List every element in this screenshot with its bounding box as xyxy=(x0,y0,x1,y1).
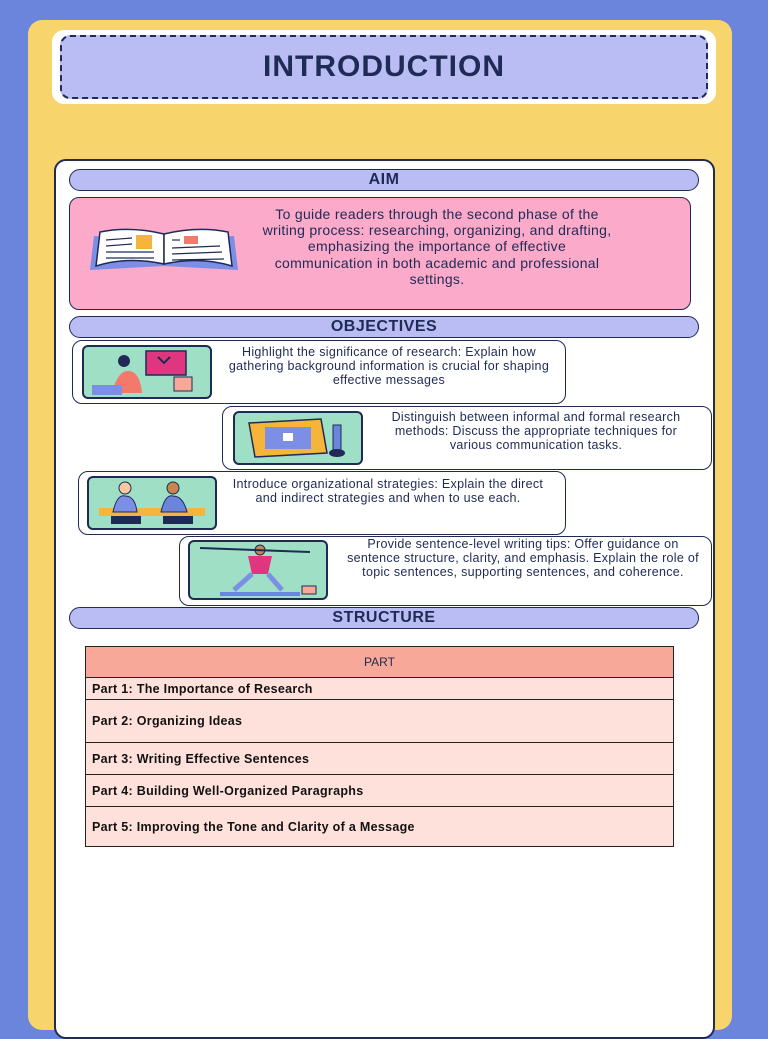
strategies-illustration xyxy=(87,476,217,530)
table-row: Part 2: Organizing Ideas xyxy=(86,700,674,743)
table-row: Part 3: Writing Effective Sentences xyxy=(86,743,674,775)
structure-heading: STRUCTURE xyxy=(69,607,699,629)
structure-table xyxy=(85,646,674,847)
page-title: INTRODUCTION xyxy=(60,35,708,99)
objective-text-3: Introduce organizational strategies: Explain the direct and indirect strategies and when to use each. xyxy=(232,477,544,505)
research-illustration xyxy=(82,345,212,399)
objective-text-2: Distinguish between informal and formal research methods: Discuss the appropriate techniques for various communication tasks. xyxy=(391,410,681,452)
objectives-heading: OBJECTIVES xyxy=(69,316,699,338)
writing-tips-illustration xyxy=(188,540,328,600)
table-row: Part 1: The Importance of Research xyxy=(86,678,674,700)
table-row: Part 4: Building Well-Organized Paragraphs xyxy=(86,775,674,807)
open-book-icon xyxy=(88,226,240,276)
objective-text-4: Provide sentence-level writing tips: Offer guidance on sentence structure, clarity, and emphasis. Explain the role of topic sentences, supporting sentences, and coherence. xyxy=(347,537,699,579)
aim-text: To guide readers through the second phase of the writing process: researching, organizing, and drafting, emphasizing the importance of effective communication in both academic and professional settings. xyxy=(262,206,612,287)
table-header-part: PART xyxy=(86,647,674,678)
aim-heading: AIM xyxy=(69,169,699,191)
methods-illustration xyxy=(233,411,363,465)
objective-text-1: Highlight the significance of research: Explain how gathering background information is crucial for shaping effective messages xyxy=(228,345,550,387)
table-row: Part 5: Improving the Tone and Clarity of a Message xyxy=(86,807,674,847)
